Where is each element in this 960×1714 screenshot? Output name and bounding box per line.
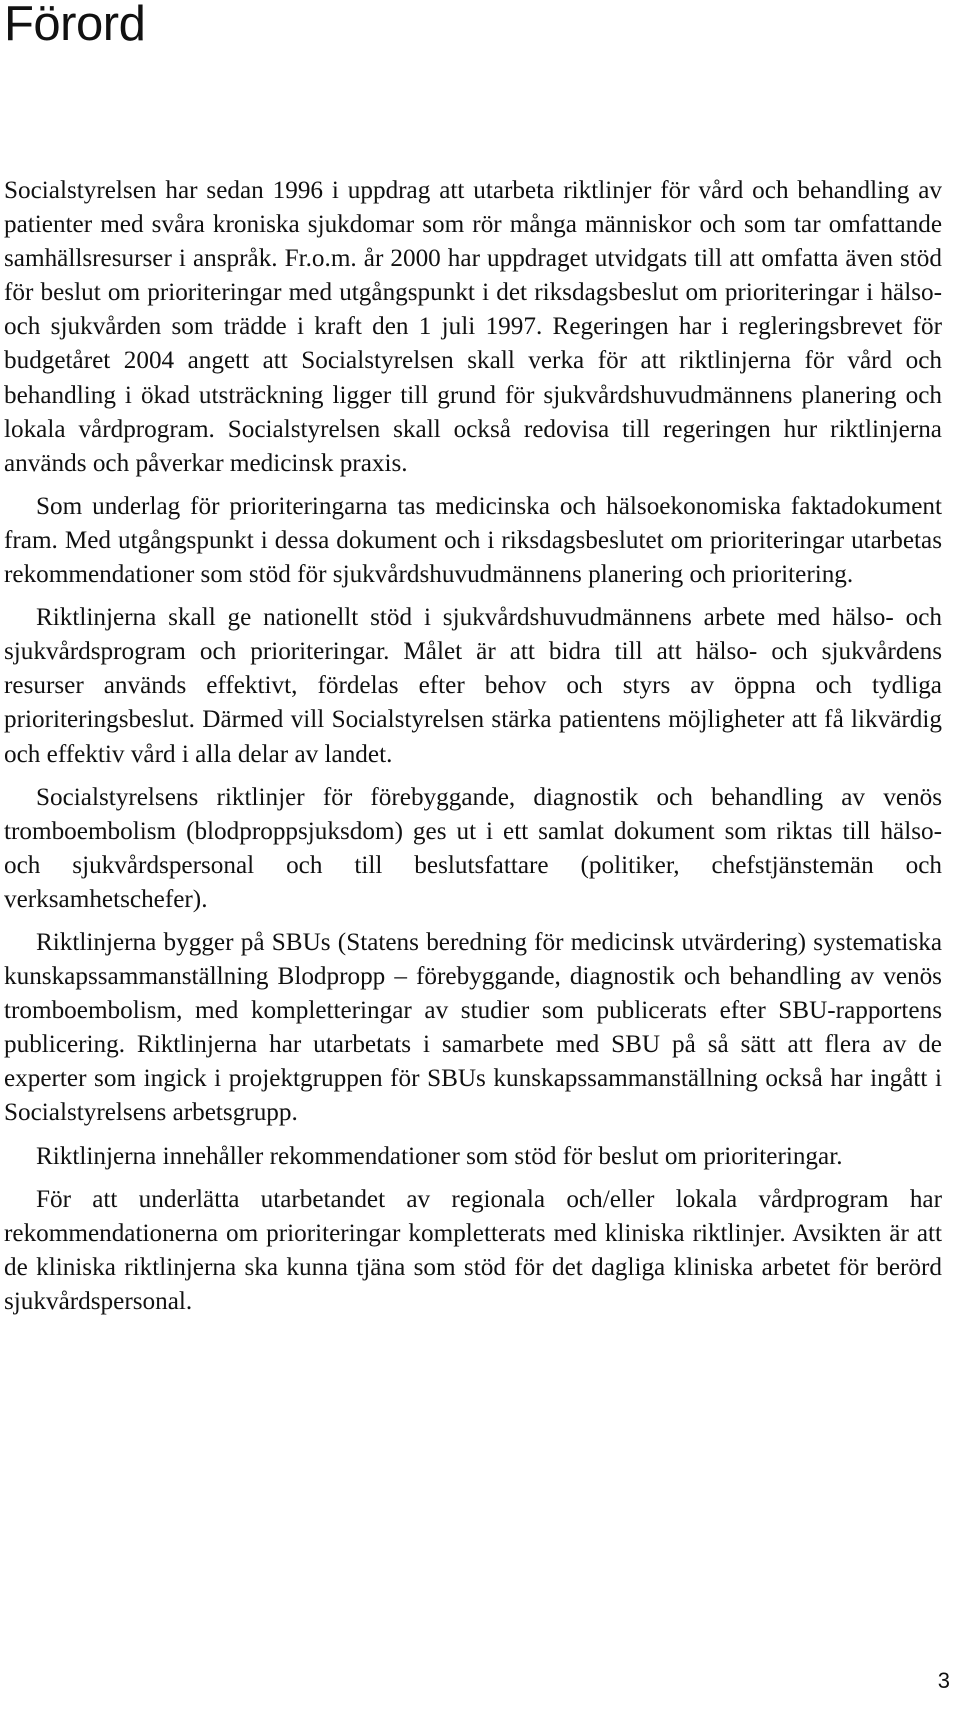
paragraph-3: Riktlinjerna skall ge nationellt stöd i sjukvårdshuvudmännens arbete med hälso- och sjukvårdsprogram och prioriteringar. Målet är att bidra till att hälso- och sjukvårdens resurser används effektivt, fördelas efter behov och styrs av öppna och tydliga prioriteringsbeslut. Därmed vill Socialstyrelsen stärka patientens möjligheter att få likvärdig och effektiv vård i alla delar av landet. xyxy=(4,604,942,768)
paragraph-1: Socialstyrelsen har sedan 1996 i uppdrag att utarbeta riktlinjer för vård och behandling av patienter med svåra kroniska sjukdomar som rör många människor och som tar omfattande samhällsresurser i anspråk. Fr.o.m. år 2000 har uppdraget utvidgats till att omfatta även stöd för beslut om prioriteringar med utgångspunkt i det riksdagsbeslut om prioriteringar i hälso- och sjukvården som trädde i kraft den 1 juli 1997. Regeringen har i regleringsbrevet för budgetåret 2004 angett att Socialstyrelsen skall verka för att riktlinjerna för vård och behandling i ökad utsträckning ligger till grund för sjukvårdshuvudmännens planering och lokala vårdprogram. Socialstyrelsen skall också redovisa till regeringen hur riktlinjerna används och påverkar medicinsk praxis. xyxy=(4,177,942,477)
paragraph-5: Riktlinjerna bygger på SBUs (Statens beredning för medicinsk utvärdering) systematiska kunskapssammanställning Blodpropp – förebyggande, diagnostik och behandling av venös tromboembolism, med kompletteringar av studier som publicerats efter SBU-rapportens publicering. Riktlinjerna har utarbetats i samarbete med SBU på så sätt att flera av de experter som ingick i projektgruppen för SBUs kunskapssammanställning också har ingått i Socialstyrelsens arbetsgrupp. xyxy=(4,928,942,1127)
page-number: 3 xyxy=(937,1668,950,1693)
page-title: Förord xyxy=(4,0,146,51)
paragraph-2: Som underlag för prioriteringarna tas medicinska och hälsoekonomiska faktadokument fram. Med utgångspunkt i dessa dokument och i riksdagsbeslutet om prioriteringar utarbetas rekommendationer som stöd för sjukvårdshuvudmännens planering och prioritering. xyxy=(4,492,942,589)
body-text xyxy=(4,174,942,1319)
paragraph-7: För att underlätta utarbetandet av regionala och/eller lokala vårdprogram har rekommendationerna om prioriteringar kompletterats med kliniska riktlinjer. Avsikten är att de kliniska riktlinjerna ska kunna tjäna som stöd för det dagliga kliniska arbetet för berörd sjukvårdspersonal. xyxy=(4,1185,942,1315)
paragraph-6: Riktlinjerna innehåller rekommendationer som stöd för beslut om prioriteringar. xyxy=(36,1142,843,1170)
paragraph-4: Socialstyrelsens riktlinjer för förebyggande, diagnostik och behandling av venös tromboembolism (blodproppsjuksdom) ges ut i ett samlat dokument som riktas till hälso- och sjukvårdspersonal och till beslutsfattare (politiker, chefstjänstemän och verksamhetschefer). xyxy=(4,783,942,913)
